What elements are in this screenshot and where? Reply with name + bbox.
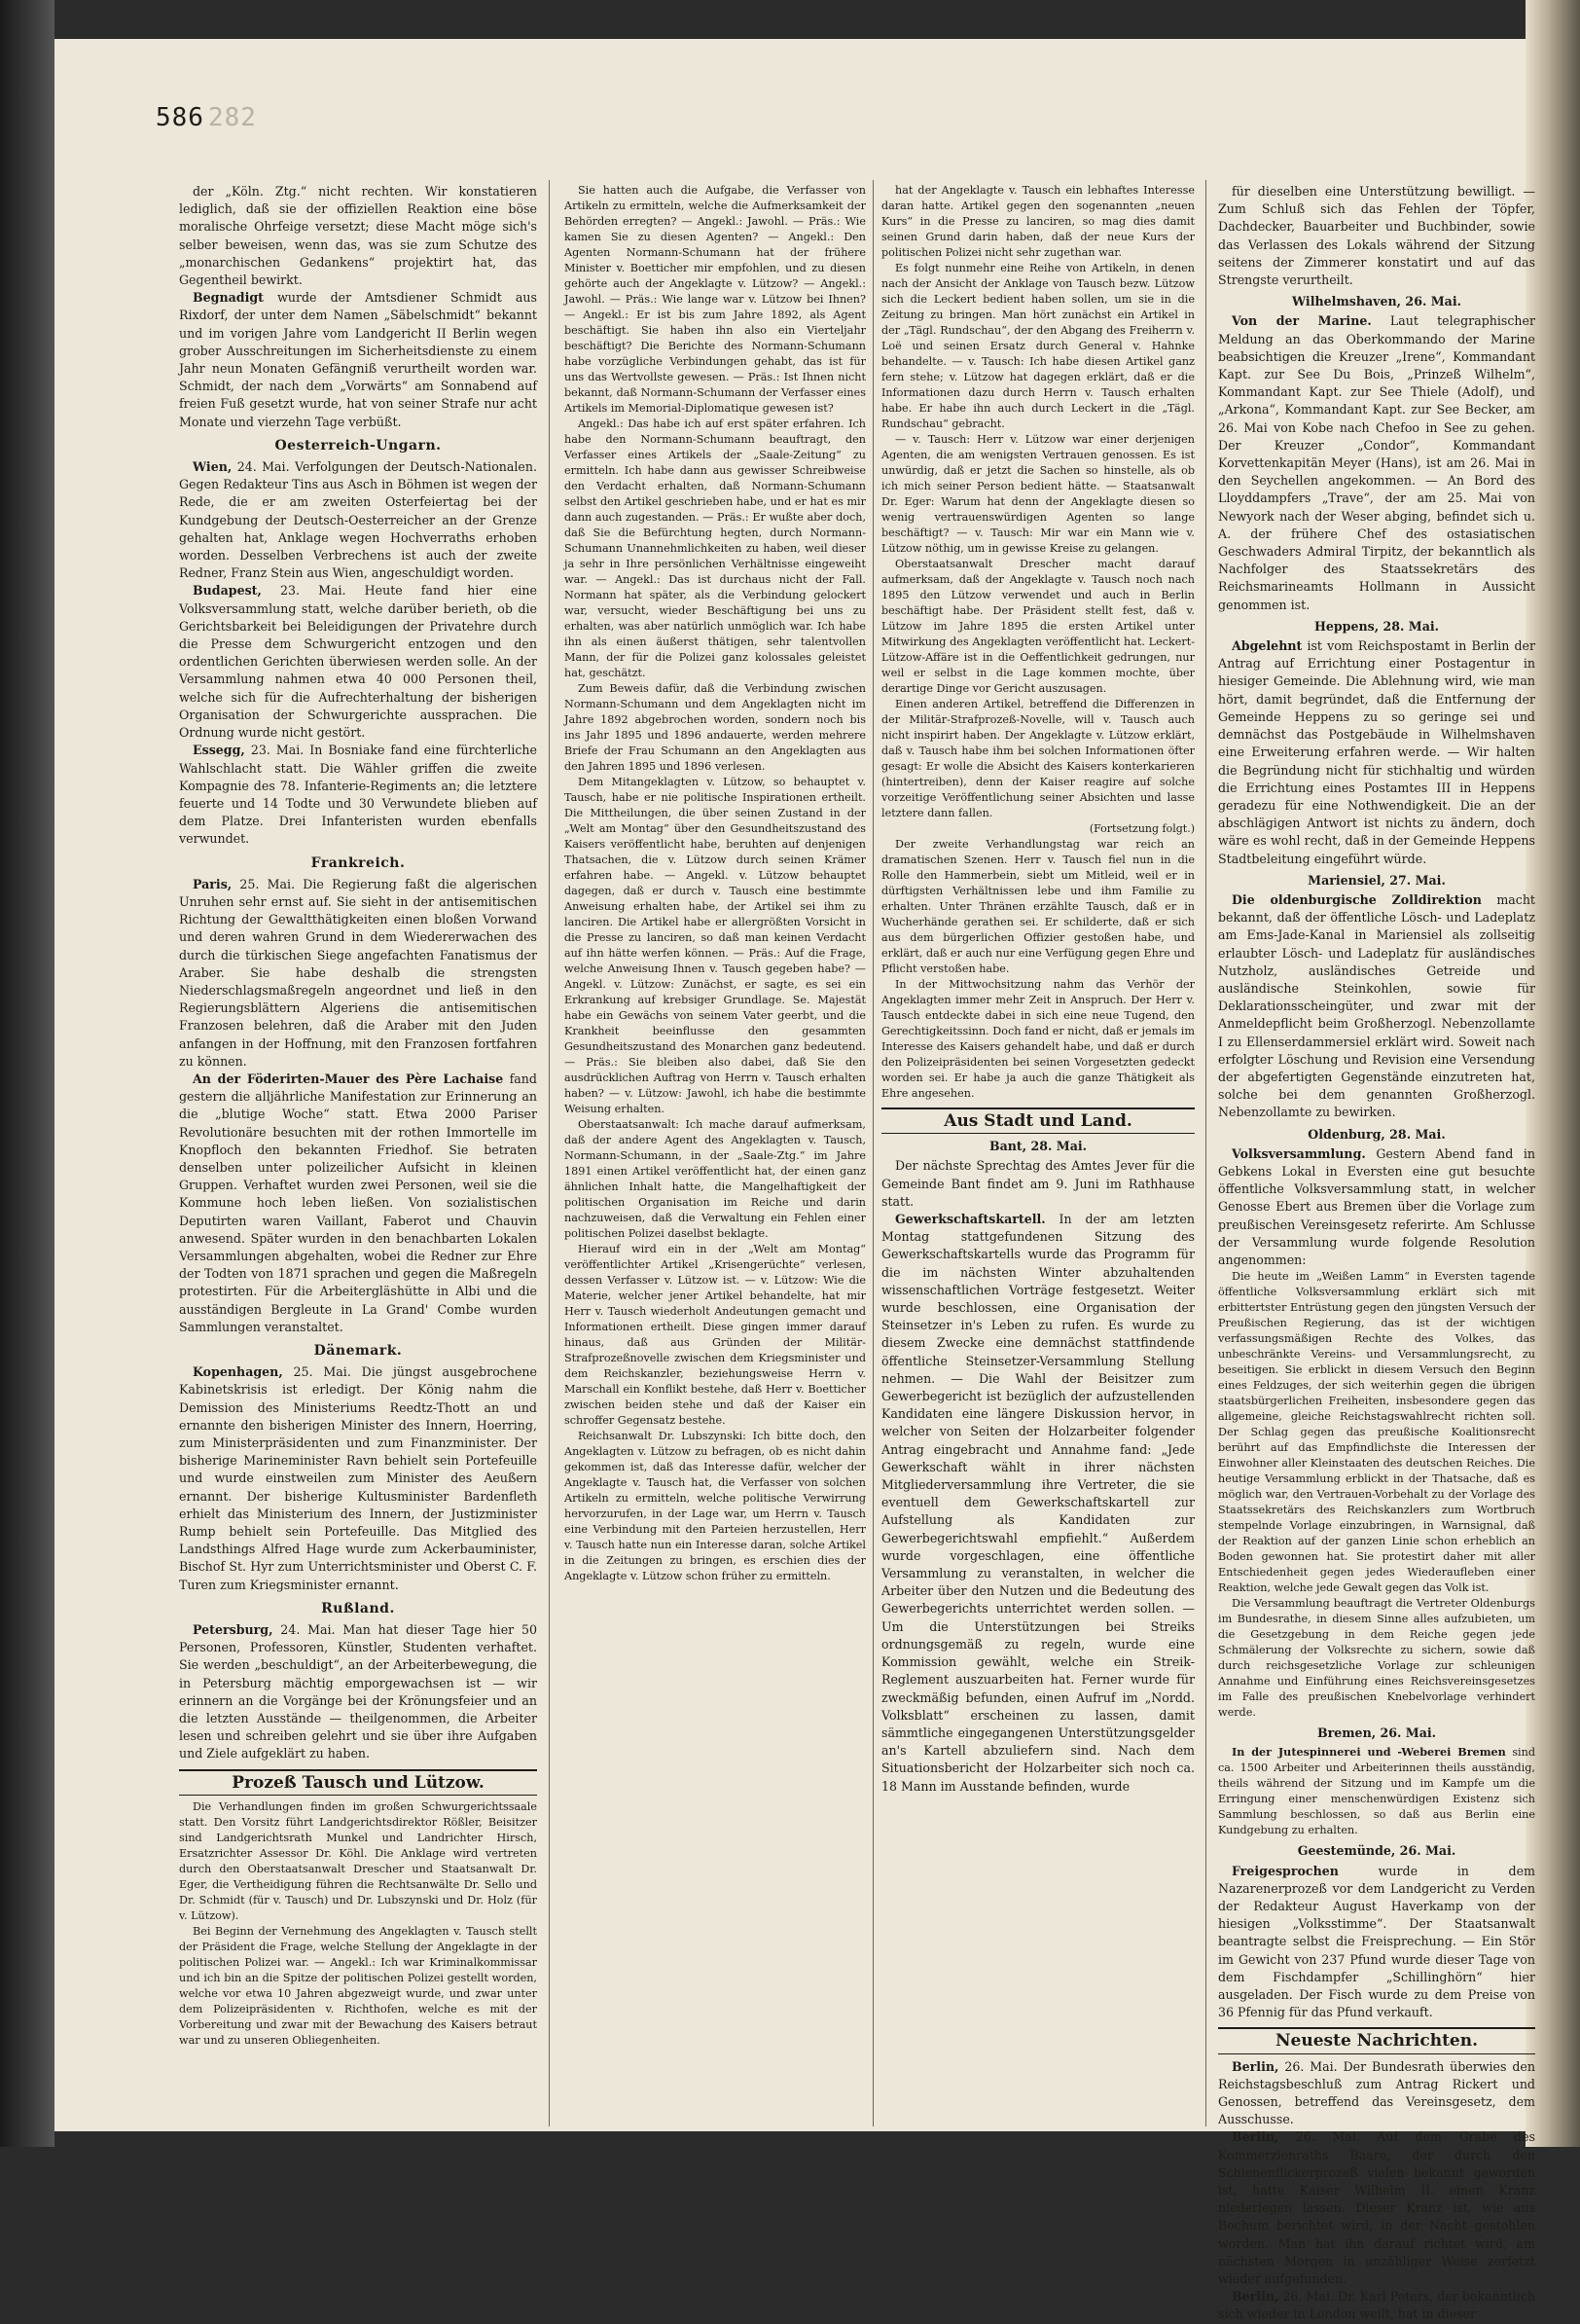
article-text: In der am letzten Montag stattgefundenen Sitzung des Gewerkschaftskartells wurde das Programm für die im nächsten Winter abzuhaltenden wissenschaftlichen Vorträge festgesetzt. Weiter wurde beschlossen, eine Organisation der Steinsetzer in's Leben zu rufen. Es wurde zu diesem Zwecke eine demnächst stattfindende öffentliche Steinsetzer-Versammlung Stellung nehmen. — Die Wahl der Beisitzer zum Gewerbegericht ist bezüglich der aufzustellenden Kandidaten eine längere Diskussion hervor, in welcher von Seiten der Holzarbeiter folgender Antrag eingebracht und Annahme fand: „Jede Gewerkschaft wählt in ihrer nächsten Mitgliederversammlung ihre Vertreter, die sie eventuell dem Gewerkschaftskartell zur Aufstellung als Kandidaten zur Gewerbegerichtswahl empfiehlt.“ Außerdem wurde vorgeschlagen, eine öffentliche Versammlung zu veranstalten, in welcher die Arbeiter über den Nutzen und die Bedeutung des Gewerbegerichts unterrichtet werden sollen. — Um die Unterstützungen bei Streiks ordnungsgemäß zu regeln, wurde eine Kommission gewählt, welche ein Streik-Reglement auszuarbeiten hat. Ferner wurde für zweckmäßig befunden, einen Aufruf im „Nordd. Volksblatt“ erscheinen zu lassen, damit sämmtliche eingegangenen Unterstützungsgelder an's Kartell abzuliefern sind. Nach dem Situationsbericht der Holzarbeiter sich noch ca. 18 Mann im Ausstande befinden, wurde [881,1212,1195,1794]
article-lead: Berlin, [1232,2058,1279,2074]
article-lead: In der Jutespinnerei und -Weberei Bremen [1232,1745,1506,1760]
article-text: 23. Mai. In Bosniake fand eine fürchterliche Wahlschlacht statt. Die Wähler griffen die zweite Kompagnie des 78. Infanterie-Regiments an; die letztere feuerte und 14 Todte und 30 Verwundete blieben auf dem Platze. Drei Infanteristen wurden ebenfalls verwundet. [179,743,537,847]
article-text: 25. Mai. Die Regierung faßt die algerischen Unruhen sehr ernst auf. Sie sieht in der antisemitischen Richtung der Gewaltthätigkeiten einen bloßen Vorwand und deren wahren Grund in dem Wiedererwachen des durch die türkischen Siege angefachten Fanatismus der Araber. Sie habe deshalb die strengsten Niederschlagsmaßregeln angeordnet und ließ in den Regierungsblättern Algeriens die antisemitischen Franzosen belehren, daß die Araber mit den Juden anfangen in der Hoffnung, mit den Franzosen fortfahren zu können. [179,876,537,1069]
article-paragraph [1218,2288,1535,2323]
page-number [156,103,257,132]
article-paragraph: Der nächste Sprechtag des Amtes Jever für die Gemeinde Bant findet am 9. Juni im Rathhause statt. [881,1158,1195,1209]
article-text: 24. Mai. Man hat dieser Tage hier 50 Personen, Professoren, Künstler, Studenten verhaftet. Sie werden „beschuldigt“, an der Arbeiterbewegung, die in Petersburg mächtig emporgewachsen ist — wir erinnern an die Vorgänge bei der Krönungsfeier und an die letzten Ausstände — theilgenommen, die Arbeiter lesen und schreiben gelehrt und sie über ihre Aufgaben und Ziele aufgeklärt zu haben. [179,1622,537,1761]
article-paragraph [179,1363,537,1594]
article-lead: Berlin, [1232,2289,1279,2305]
article-lead: Freigesprochen [1232,1863,1339,1878]
column-3 [878,183,1199,2129]
article-paragraph [179,742,537,848]
article-text: 26. Mai. Auf dem Grabe des Kommerzienraths Baare, der durch den Schienenflickerprozeß vielen bekannt geworden ist, hatte Kaiser Wilhelm II. einen Kranz niederlegen lassen. Dieser Kranz ist, wie aus Bochum berichtet wird, in der Nacht gestohlen worden. Man hat ihn darauf richtet wird, am nächsten Morgen in unzähliger Weise zerfetzt wieder aufgefunden. [1218,2129,1535,2287]
article-paragraph: der „Köln. Ztg.“ nicht rechten. Wir konstatieren lediglich, daß sie der offiziellen Reaktion eine böse moralische Ohrfeige versetzt; diese Macht möge sich's selber beweisen, wenn das, was sie zum Schutze des „monarchischen Gedankens“ projektirt hat, das Gegentheil bewirkt. [179,184,537,288]
article-lead: Budapest, [193,583,262,599]
column-1 [175,183,541,2129]
article-paragraph [1218,312,1535,613]
column-rule [1205,180,1206,2126]
article-paragraph: Oberstaatsanwalt Drescher macht darauf aufmerksam, daß der Angeklagte v. Tausch noch nach 1895 den Lützow verwendet und auch in Berlin beschäftigt habe. Der Präsident stellt fest, daß v. Lützow im Jahre 1895 die ersten Artikel unter Mitwirkung des Angeklagten veröffentlicht hat. Leckert-Lützow-Affäre ist in die Oeffentlichkeit gedrungen, nur weil er selbst in die Lage kommen mochte, über derartige Dinge vor Gericht auszusagen. [881,558,1195,695]
article-lead: Wien, [193,459,233,475]
article-paragraph [1218,637,1535,868]
article-paragraph: Hierauf wird ein in der „Welt am Montag“ veröffentlichter Artikel „Krisengerüchte“ verlesen, dessen Verfasser v. Lützow ist. — v. Lützow: Wie die Materie, welcher jener Artikel behandelte, hat mir Herr v. Tausch wiederholt Andeutungen gemacht und Informationen ertheilt. Diese gingen immer darauf hinaus, daß aus Gründen der Militär-Strafprozeßnovelle zwischen dem Kriegsminister und dem Reichskanzler, beziehungsweise Herrn v. Marschall ein Konflikt bestehe, daß Herr v. Boetticher zwischen beiden stehe und daß der Kaiser ein schroffer Gegensatz bestehe. [564,1243,866,1427]
article-paragraph [179,458,537,582]
newspaper-page [54,39,1535,2322]
article-text: 26. Mai. Der Bundesrath überwies den Reichstagsbeschluß zum Antrag Rickert und Genossen, betreffend das Vereinsgesetz, dem Ausschusse. [1218,2058,1535,2127]
dateline: Bant, 28. Mai. [988,1139,1088,1154]
article-paragraph [1218,1744,1535,1838]
resolution-text: Die Versammlung beauftragt die Vertreter Oldenburgs im Bundesrathe, in diesem Sinne alles aufzubieten, um die Gesetzgebung in dem Reiche gegen jede Schmälerung der Volksrechte zu sichern, sowie daß durch reichsgesetzliche Vorlage zur schleunigen Annahme und Einführung eines Reichsvereinsgesetzes im Falle des preußischen Knebelvorlage verhindert werde. [1218,1597,1535,1720]
article-paragraph: Sie hatten auch die Aufgabe, die Verfasser von Artikeln zu ermitteln, welche die Aufmerksamkeit der Behörden erregten? — Angekl.: Jawohl. — Präs.: Wie kamen Sie zu diesen Agenten? — Angekl.: Den Agenten Normann-Schumann hat der frühere Minister v. Boetticher mir empfohlen, und zu diesen gehörte auch der Angeklagte v. Lützow? — Angekl.: Jawohl. — Präs.: Wie lange war v. Lützow bei Ihnen? — Angekl.: Er ist bis zum Jahre 1892, als Agent beschäftigt. Sie haben ihn also ein Vierteljahr beschäftigt? Die Berichte des Normann-Schumann habe vorzügliche Verbindungen gehabt, das ist für uns das Wertvollste gewesen. — Präs.: Ist Ihnen nicht bekannt, daß Normann-Schumann der Verfasser eines Artikels im Memorial-Diplomatique gewesen ist? [564,184,866,415]
resolution-text: Die heute im „Weißen Lamm“ in Eversten tagende öffentliche Volksversammlung erklärt sich mit erbittertster Entrüstung gegen den jüngsten Versuch der Preußischen Regierung, das ist der wichtigen verfassungsmäßigen Rechte des Volkes, das unbeschränkte Vereins- und Versammlungsrecht, zu beseitigen. Sie erblickt in diesem Versuch den Beginn eines Feldzuges, der sich weiterhin gegen die übrigen staatsbürgerlichen Freiheiten, insbesondere gegen das allgemeine, gleiche Reichstagswahlrecht richten soll. Der Schlag gegen das preußische Koalitionsrecht berührt auf das Empfindlichste die Interessen der Einwohner aller Kleinstaaten des deutschen Reiches. Die heutige Versammlung erblickt in der Thatsache, daß es möglich war, den Vertrauen-Vorbehalt zu der Vorlage des Staatssekretärs des Reichskanzlers zum Wortbruch stempelnde Vorlage einzubringen, in Warnsignal, daß der Reaktion auf der ganzen Linie schon erheblich an Boden gewonnen hat. Sie protestirt daher mit aller Entschiedenheit gegen jedes Wiederaufleben einer Reaktion, welche jede Gewalt gegen das Volk ist. [1218,1270,1535,1595]
article-paragraph [1218,2128,1535,2288]
article-paragraph [179,1071,537,1336]
article-paragraph: für dieselben eine Unterstützung bewilligt. — Zum Schluß sich das Fehlen der Töpfer, Dachdecker, Bauarbeiter und Buchbinder, sowie das Verlassen des Lokals während der Sitzung seitens der Zimmerer konstatirt und auf das Strengste verurtheilt. [1218,184,1535,288]
dateline: Geestemünde, 26. Mai. [1297,1843,1456,1859]
dateline: Oldenburg, 28. Mai. [1308,1126,1446,1142]
article-paragraph: Oberstaatsanwalt: Ich mache darauf aufmerksam, daß der andere Agent des Angeklagten v. Tausch, Normann-Schumann, in der „Saale-Ztg.“ im Jahre 1891 einen Artikel veröffentlicht hat, der einen ganz ähnlichen Inhalt hatte, die Mangelhaftigkeit der politischen Organisation im Reiche und darin nachzuweisen, daß die Verwaltung ein Fehlen einer politischen Polizei daselbst beklagte. [564,1118,866,1240]
article-paragraph [881,1211,1195,1796]
page-number-value: 586 [156,103,204,132]
article-paragraph: — v. Tausch: Herr v. Lützow war einer derjenigen Agenten, die am wenigsten Vertrauen genossen. Es ist unwürdig, daß er jetzt die Sachen so hinstelle, als ob ich mich seiner Person bedient hätte. — Staatsanwalt Dr. Eger: Warum hat denn der Angeklagte diesen so wenig vertrauenswürdigen Agenten so lange beschäftigt? — v. Tausch: Mir war ein Mann wie v. Lützow nöthig, um in gewisse Kreise zu gelangen. [881,433,1195,555]
article-paragraph [179,1621,537,1763]
article-text: macht bekannt, daß der öffentliche Lösch- und Ladeplatz am Ems-Jade-Kanal in Mariensiel als zollseitig erlaubter Lösch- und Ladeplatz für ausländisches Nutzholz, ausländisches Getreide und ausländische Steinkohlen, sowie für Deklarationsscheingüter, und zwar mit der Anmeldepflicht beim Großherzogl. Nebenzollamte I zu Ellenserdammersiel erklärt wird. Soweit nach erfolgter Löschung und Revision eine Versendung der abgefertigten Gegenstände einzutreten hat, solche bei dem genannten Großherzogl. Nebenzollamte zu bewirken. [1218,891,1535,1120]
column-rule [873,180,874,2126]
article-lead: Volksversammlung. [1232,1145,1366,1161]
article-lead: Paris, [193,876,233,891]
article-paragraph [1218,891,1535,1122]
article-text: wurde in dem Nazarenerprozeß vor dem Landgericht zu Verden der Redakteur August Haverkamp von der hiesigen „Volksstimme“. Der Staatsanwalt beantragte selbst die Freisprechung. — Ein Stör im Gewicht von 237 Pfund wurde dieser Tage von dem Fischdampfer „Schillinghörn“ hier ausgeladen. Der Fisch wurde zu dem Preise von 36 Pfennig für das Pfund verkauft. [1218,1863,1535,2020]
article-paragraph: Es folgt nunmehr eine Reihe von Artikeln, in denen nach der Ansicht der Anklage von Tausch bezw. Lützow sich die Leckert bedient haben sollen, um sie in die Zeitung zu bringen. Man hört zunächst ein Artikel in der „Tägl. Rundschau“, der den Abgang des Freiherrn v. Loë und seinen Ersatz durch General v. Hahnke behandelte. — v. Tausch: Ich habe diesen Artikel ganz fern stehe; v. Lützow hat dagegen erklärt, daß er die Informationen dazu durch Herrn v. Tausch erhalten habe. Er habe ihn auch durch Leckert in die „Tägl. Rundschau“ gebracht. [881,262,1195,430]
article-lead: An der Föderirten-Mauer des Père Lachaise [193,1071,504,1086]
column-rule [549,180,550,2126]
article-lead: Die oldenburgische Zolldirektion [1232,891,1482,907]
article-paragraph: Der zweite Verhandlungstag war reich an dramatischen Szenen. Herr v. Tausch fiel nun in die Rolle den Hammerbein, siebt um Mitleid, weil er in dürftigsten Verhältnissen lebe und ihm Familie zu erhalten. Unter Thränen erzählte Tausch, daß er in Wucherhände gerathen sei. Er schilderte, daß er sich aus dem bürgerlichen Offizier gestoßen habe, und erklärt, daß er auch nur eine Verfügung gegen Ehre und Pflicht verstoßen habe. [881,838,1195,975]
section-headline: Aus Stadt und Land. [881,1108,1195,1134]
article-paragraph [179,876,537,1071]
article-paragraph: Angekl.: Das habe ich auf erst später erfahren. Ich habe den Normann-Schumann beauftragt, den Verfasser eines Artikels der „Saale-Zeitung“ zu ermitteln. Ich habe dann aus gewisser Schreibweise den Verdacht erhalten, daß Normann-Schumann selbst den Artikel geschrieben habe, und er hat es mir dann auch zugestanden. — Präs.: Er wußte aber doch, daß Sie die Befürchtung hegten, durch Normann-Schumann Unannehmlichkeiten zu haben, weil dieser ja sehr in Ihre persönlichen Verhältnisse eingeweiht war. — Angekl.: Das ist durchaus nicht der Fall. Normann hat später, als die Verbindung gelockert war, versucht, wieder Beschäftigung bei uns zu erhalten, was aber natürlich unmöglich war. Ich habe ihn als einen äußerst thätigen, sehr talentvollen Mann, der für die Polizei ganz kolossales geleistet hat, geschätzt. [564,418,866,679]
section-heading: Frankreich. [310,854,406,871]
article-paragraph [179,582,537,742]
article-text: fand gestern die alljährliche Manifestation zur Erinnerung an die „blutige Woche“ statt. Etwa 2000 Pariser Revolutionäre besuchten mit der rothen Immortelle im Knopfloch den bekannten Friedhof. Sie betraten denselben unter polizeilicher Aufsicht in kleinen Gruppen. Verhaftet wurden zwei Personen, weil sie die Kommune hoch leben ließen. Von sozialistischen Deputirten waren Vaillant, Faberot und Chauvin anwesend. Später wurden in den benachbarten Lokalen Versammlungen abgehalten, wobei die Redner zur Ehre der Todten von 1871 sprachen und gegen die Maßregeln protestirten. Für die Arbeitergläshütte in Albi und die ausständigen Bergleute in La Grand' Combe wurden Sammlungen veranstaltet. [179,1071,537,1334]
article-paragraph: Reichsanwalt Dr. Lubszynski: Ich bitte doch, den Angeklagten v. Lützow zu befragen, ob es nicht dahin gekommen ist, daß das Interesse dafür, welcher der Angeklagte v. Tausch hat, die Verfasser von solchen Artikeln zu ermitteln, welche politische Verwirrung hervorzurufen, in der Lage war, um Herrn v. Tausch eine Verbindung mit den Parteien herzustellen, Herr v. Tausch hatte nun ein Interesse daran, solche Artikel in die Zeitungen zu bringen, es erschien dies der Angeklagte v. Lützow schon früher zu ermitteln. [564,1430,866,1582]
article-text: sind ca. 1500 Arbeiter und Arbeiterinnen theils ausständig, theils während der Sitzung und im Kampfe um die Erringung einer menschenwürdigen Existenz sich Sammlung beschlossen, so daß aus Berlin eine Kundgebung zu erhalten. [1218,1746,1535,1837]
article-lead: Kopenhagen, [193,1364,283,1380]
section-heading: Dänemark. [313,1343,403,1359]
article-text: 26. Mai. Dr. Karl Peters, der bekanntlich sich wieder in London weilt, hat in dieser [1218,2289,1535,2322]
article-lead: Berlin, [1232,2129,1279,2145]
column-4 [1214,183,1539,2322]
article-text: 24. Mai. Verfolgungen der Deutsch-Nationalen. Gegen Redakteur Tins aus Asch in Böhmen ist wegen der Rede, die er am zweiten Osterfeiertag bei der Kundgebung der Deutsch-Oesterreicher an der Grenze gehalten hat, Anklage wegen Hochverraths erhoben worden. Desselben Verbrechens ist auch der zweite Redner, Franz Stein aus Wien, angeschuldigt worden. [179,459,537,581]
article-headline: Prozeß Tausch und Lützow. [179,1769,537,1796]
article-text: wurde der Amtsdiener Schmidt aus Rixdorf, der unter dem Namen „Säbelschmidt“ bekannt und im vorigen Jahre vom Landgericht II Berlin wegen grober Ausschreitungen im Sicherheitsdienste zu einem Jahr neun Monaten Gefängniß verurtheilt worden war. Schmidt, der nach dem „Vorwärts“ am Sonnabend auf freien Fuß gesetzt wurde, hat von seiner Strafe nur acht Monate und vierzehn Tage verbüßt. [179,290,537,429]
section-headline: Neueste Nachrichten. [1218,2027,1535,2053]
article-lead: Von der Marine. [1232,313,1372,329]
article-paragraph: In der Mittwochsitzung nahm das Verhör der Angeklagten immer mehr Zeit in Anspruch. Der Herr v. Tausch entdeckte dabei in sich eine neue Tugend, den Gerechtigkeitssinn. Doch fand er nicht, daß er jemals im Interesse des Kaisers gehandelt habe, und daß er durch den Polizeipräsidenten bei seinen Vorgesetzten gedeckt worden sei. Er habe ja auch die ganze Thätigkeit als Ehre angesehen. [881,978,1195,1100]
article-lead: Begnadigt [193,290,264,306]
article-paragraph [179,289,537,431]
article-paragraph: Dem Mitangeklagten v. Lützow, so behauptet v. Tausch, habe er nie politische Inspirationen ertheilt. Die Mittheilungen, die über seinen Zustand in der „Welt am Montag“ über den Gesundheitszustand des Kaisers veröffentlicht habe, beruhten auf denjenigen Thatsachen, die v. Lützow durch seinen Krämer erfahren habe. — Angekl. v. Lützow behauptet dagegen, daß er durch v. Tausch eine bestimmte Anweisung erhalten habe, der Artikel sei ihm zu lanciren. Die Artikel habe er allergrößten Vorsicht in die Presse zu lanciren, so daß man keinen Verdacht auf ihn hätte werfen können. — Präs.: Auf die Frage, welche Anweisung Ihnen v. Tausch gegeben habe? — Angekl. v. Lützow: Zunächst, er sagte, es sei ein Erkrankung auf krebsiger Grundlage. Se. Majestät habe ein Gewächs von seinem Vater geerbt, und die Krankheit beeinflusse den gesammten Gesundheitszustand des Monarchen ganz bedeutend. — Präs.: Sie bleiben also dabei, daß Sie den ausdrücklichen Auftrag von Herrn v. Tausch erhalten haben? — v. Lützow: Jawohl, ich habe die bestimmte Weisung erhalten. [564,776,866,1115]
article-paragraph [1218,1863,1535,2022]
column-2 [560,183,870,2129]
article-paragraph: Zum Beweis dafür, daß die Verbindung zwischen Normann-Schumann und dem Angeklagten nicht im Jahre 1892 abgebrochen worden, sondern noch bis ins Jahr 1895 und 1896 andauerte, werden mehrere Briefe der Frau Schumann an den Angeklagten aus den Jahren 1895 und 1896 verlesen. [564,682,866,773]
article-paragraph [1218,2058,1535,2129]
article-text: 25. Mai. Die jüngst ausgebrochene Kabinetskrisis ist erledigt. Der König nahm die Demission des Ministeriums Reedtz-Thott an und ernannte den bisherigen Minister des Innern, Hoerring, zum Ministerpräsidenten und zum Finanzminister. Der bisherige Marineminister Ravn behielt sein Portefeuille und wurde einstweilen zum Minister des Aeußern ernannt. Der bisherige Kultusminister Bardenfleth erhielt das Ministerium des Innern, der Justizminister Rump behielt sein Portefeuille. Das Mitglied des Landsthings Alfred Hage wurde zum Ackerbauminister, Bischof St. Hyr zum Unterrichtsminister und Oberst C. F. Turen zum Kriegsminister ernannt. [179,1364,537,1592]
section-heading: Oesterreich-Ungarn. [274,437,442,454]
dateline: Heppens, 28. Mai. [1313,618,1440,634]
article-paragraph: Die Verhandlungen finden im großen Schwurgerichtssaale statt. Den Vorsitz führt Landgerichtsdirektor Rößler, Beisitzer sind Landgerichtsrath Munkel und Landrichter Hirsch, Ersatzrichter Assessor Dr. Köhl. Die Anklage wird vertreten durch den Oberstaatsanwalt Drescher und Staatsanwalt Dr. Eger, die Vertheidigung führen die Rechtsanwälte Dr. Sello und Dr. Schmidt (für v. Tausch) und Dr. Lubszynski und Dr. Holz (für v. Lützow). [179,1799,537,1922]
article-paragraph: Einen anderen Artikel, betreffend die Differenzen in der Militär-Strafprozeß-Novelle, will v. Tausch auch nicht inspirirt haben. Der Angeklagte v. Lützow erklärt, daß v. Tausch habe ihm bei solchen Informationen öfter gesagt: Er wolle die Absicht des Kaisers konterkarieren (hintertreiben), denn der Kaiser reagire auf solche vorzeitige Veröffentlichung seiner Absichten und lasse letztere dann fallen. [881,698,1195,819]
article-text: 23. Mai. Heute fand hier eine Volksversammlung statt, welche darüber berieth, ob die Gerichtsbarkeit bei Beleidigungen der Privatehre durch die Presse dem Schwurgericht entzogen und den ordentlichen Gerichten überwiesen werden solle. An der Versammlung nahmen etwa 40 000 Personen theil, welche sich für die Aufrechterhaltung der bisherigen Organisation der Schwurgerichte aussprachen. Die Ordnung wurde nicht gestört. [179,583,537,741]
page-number-ghost: 282 [207,103,257,132]
article-text: Gestern Abend fand in Gebkens Lokal in Eversten eine gut besuchte öffentliche Volksversammlung statt, in welcher Genosse Ebert aus Bremen über die Vorlage zum preußischen Vereinsgesetz referirte. Am Schlusse der Versammlung wurde folgende Resolution angenommen: [1218,1145,1535,1267]
article-lead: Petersburg, [193,1622,273,1638]
continuation-note: (Fortsetzung folgt.) [1089,822,1195,835]
section-heading: Rußland. [321,1600,395,1616]
article-text: Laut telegraphischer Meldung an das Oberkommando der Marine beabsichtigen die Kreuzer „Irene“, Kommandant Kapt. zur See Du Bois, „Prinzeß Wilhelm“, Kommandant Kapt. zur See Thiele (Adolf), und „Arkona“, Kommandant Kapt. zur See Becker, am 26. Mai von Kobe nach Chefoo in See zu gehen. Der Kreuzer „Condor“, Kommandant Korvettenkapitän Meyer (Hans), ist am 26. Mai in den Seychellen angekommen. — An Bord des Lloyddampfers „Trave“, der am 25. Mai von Newyork nach der Weser abging, befindet sich u. A. der frühere Chef des ostasiatischen Geschwaders Admiral Tirpitz, der bekanntlich als Nachfolger des Staatssekretärs des Reichsmarineamts Hollmann in Aussicht genommen ist. [1218,313,1535,612]
article-lead: Gewerkschaftskartell. [895,1212,1046,1227]
article-lead: Essegg, [193,743,245,758]
article-paragraph [1218,1145,1535,1269]
book-spine [0,0,54,2147]
dateline: Mariensiel, 27. Mai. [1308,872,1446,888]
article-paragraph: hat der Angeklagte v. Tausch ein lebhaftes Interesse daran hatte. Artikel gegen den sogenannten „neuen Kurs“ in die Presse zu lanciren, so mag dies damit seinen Grund darin haben, daß der neue Kurs der politischen Polizei nicht sehr zugethan war. [881,184,1195,259]
dateline: Wilhelmshaven, 26. Mai. [1292,294,1461,309]
article-paragraph: Bei Beginn der Vernehmung des Angeklagten v. Tausch stellt der Präsident die Frage, welche Stellung der Angeklagte in der politischen Polizei war. — Angekl.: Ich war Kriminalkommissar und ich bin an die Spitze der politischen Polizei gestellt worden, welche vor etwa 10 Jahren abgezweigt wurde, und zwar unter dem Polizeipräsidenten v. Richthofen, welche es mit der Vorbereitung und zwar mit der Bewachung des Kaisers betraut war und zu unseren Obliegenheiten. [179,1924,537,2047]
article-text: ist vom Reichspostamt in Berlin der Antrag auf Errichtung einer Postagentur in hiesiger Gemeinde. Die Ablehnung wird, wie man hört, damit begründet, daß die Entfernung der Gemeinde Heppens zu so geringe sei und demnächst das Postgebäude in Wilhelmshaven eine Erweiterung erfahren werde. — Wir halten die Begründung nicht für stichhaltig und würden die Errichtung eines Postamtes III in Heppens geradezu für eine Nothwendigkeit. Die an der abschlägigen Antwort ist nichts zu ändern, doch wäre es wohl recht, daß in der Gemeinde Heppens Stadtbeleitung eingeführt würde. [1218,638,1535,866]
dateline: Bremen, 26. Mai. [1316,1725,1437,1741]
article-lead: Abgelehnt [1232,638,1303,654]
